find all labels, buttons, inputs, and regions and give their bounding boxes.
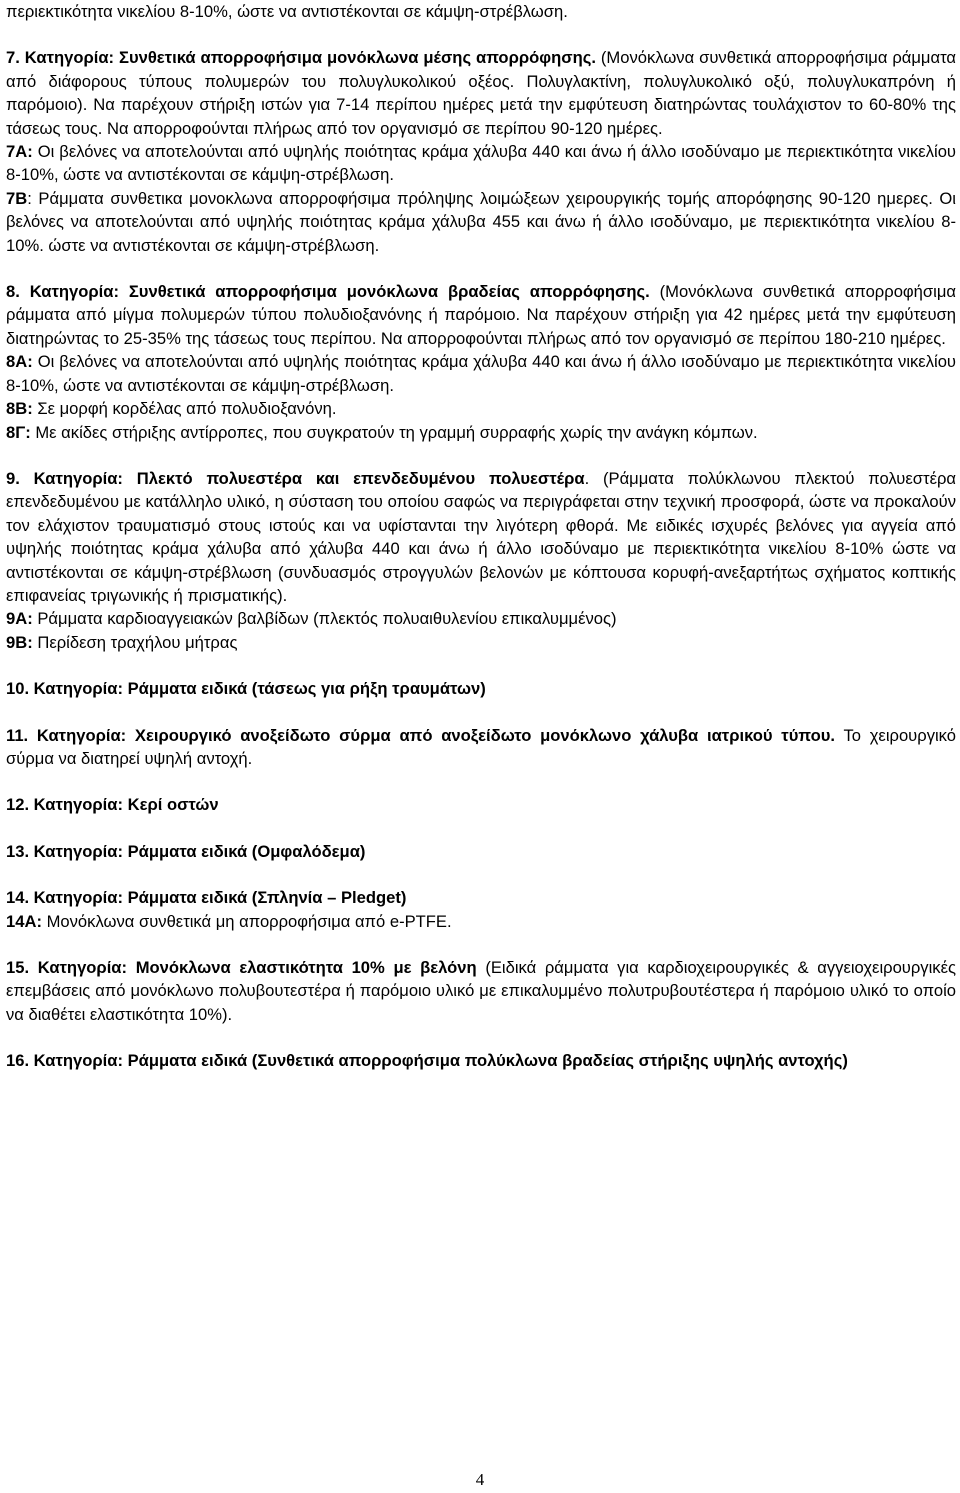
paragraph-text: Σε μορφή κορδέλας από πολυδιοξανόνη. <box>32 399 337 419</box>
paragraph-gap <box>6 654 956 677</box>
paragraph <box>6 1049 956 1072</box>
paragraph <box>6 793 956 816</box>
paragraph-text: Οι βελόνες να αποτελούνται από υψηλής ποιότητας κράμα χάλυβα 440 και άνω ή άλλο ισοδύναμο με περιεκτικότητα νικελίου 8-10%, ώστε να αντιστέκονται σε κάμψη-στρέβλωση. <box>6 352 956 395</box>
paragraph-heading: 11. Κατηγορία: Χειρουργικό ανοξείδωτο σύρμα από ανοξείδωτο μονόκλωνο χάλυβα ιατρικού τύπου. <box>6 725 836 745</box>
paragraph <box>6 397 956 420</box>
paragraph-text: Το χειρουργικό σύρμα να διατηρεί υψηλή αντοχή. <box>6 725 956 768</box>
paragraph-heading: 7Α: <box>6 142 33 162</box>
paragraph-heading: 7. Κατηγορία: Συνθετικά απορροφήσιμα μονόκλωνα μέσης απορρόφησης. <box>6 48 596 68</box>
paragraph-heading: 12. Κατηγορία: Κερί οστών <box>6 795 219 815</box>
paragraph-heading: 14Α: <box>6 911 42 931</box>
paragraph-heading: 8Α: <box>6 352 33 372</box>
paragraph-gap <box>6 444 956 467</box>
paragraph-text: Οι βελόνες να αποτελούνται από υψηλής ποιότητας κράμα χάλυβα 440 και άνω ή άλλο ισοδύναμο με περιεκτικότητα νικελίου 8-10%, ώστε να αντιστέκονται σε κάμψη-στρέβλωση. <box>6 142 956 185</box>
paragraph <box>6 956 956 1026</box>
paragraph <box>6 421 956 444</box>
paragraph-heading: 9Α: <box>6 609 33 629</box>
paragraph-heading: 16. Κατηγορία: Ράμματα ειδικά (Συνθετικά απορροφήσιμα πολύκλωνα βραδείας στήριξης υψηλής αντοχής) <box>6 1051 848 1071</box>
paragraph-gap <box>6 257 956 280</box>
paragraph-gap <box>6 1026 956 1049</box>
paragraph <box>6 467 956 607</box>
paragraph <box>6 886 956 909</box>
paragraph-gap <box>6 817 956 840</box>
paragraph-gap <box>6 23 956 46</box>
paragraph <box>6 187 956 257</box>
paragraph-heading: 7Β <box>6 188 28 208</box>
paragraph-text: Με ακίδες στήριξης αντίρροπες, που συγκρατούν τη γραμμή συρραφής χωρίς την ανάγκη κόμπων. <box>30 422 758 442</box>
paragraph <box>6 607 956 630</box>
paragraph-gap <box>6 701 956 724</box>
paragraph-heading: 10. Κατηγορία: Ράμματα ειδικά (τάσεως για ρήξη τραυμάτων) <box>6 679 486 699</box>
paragraph-text: Περίδεση τραχήλου μήτρας <box>32 632 238 652</box>
paragraph-heading: 15. Κατηγορία: Μονόκλωνα ελαστικότητα 10% με βελόνη <box>6 958 477 977</box>
paragraph-text: περιεκτικότητα νικελίου 8-10%, ώστε να αντιστέκονται σε κάμψη-στρέβλωση. <box>6 2 568 21</box>
paragraph <box>6 677 956 700</box>
paragraph-text: (Ειδικά ράμματα για καρδιοχειρουργικές & αγγειοχειρουργικές επεμβάσεις από μονόκλωνο πολυβουτεστέρα ή παρόμοιο υλικό με επικαλυμμένο πολυτρυβουτέστερα ή παρόμοιο υλικό το οποίο να διαθέτει ελαστικότητα 10%). <box>6 958 956 1024</box>
paragraph <box>6 910 956 933</box>
paragraph <box>6 350 956 397</box>
paragraph <box>6 0 956 23</box>
paragraph-heading: 8Γ: <box>6 422 31 442</box>
paragraph-gap <box>6 933 956 956</box>
paragraph-text: Ράμματα καρδιοαγγειακών βαλβίδων (πλεκτός πολυαιθυλενίου επικαλυμμένος) <box>32 609 617 629</box>
paragraph <box>6 140 956 187</box>
paragraph <box>6 280 956 350</box>
paragraph-heading: 8Β: <box>6 399 33 419</box>
paragraph <box>6 631 956 654</box>
paragraph <box>6 840 956 863</box>
paragraph-gap <box>6 770 956 793</box>
paragraph <box>6 46 956 140</box>
paragraph-text: . (Ράμματα πολύκλωνου πλεκτού πολυεστέρα επενδεδυμένου με κατάλληλο υλικό, η σύσταση του οποίου σαφώς να περιγράφεται στην τεχνική προσφορά, ώστε να προκαλούν τον ελάχιστον τραυματισμό στους ιστούς και να υφίστανται την λιγότερη φθορά. Με ειδικές ισχυρές βελόνες για αγγεία από υψηλής ποιότητας κράμα χάλυβα από χάλυβα 440 και άνω ή άλλο ισοδύναμο με περιεκτικότητα νικελίου 8-10% ώστε να αντιστέκονται σε κάμψη-στρέβλωση (συνδυασμός στρογγυλών βελονών με κόπτουσα κορυφή-ανεξαρτήτως σχήματος κοπτικής επιφανείας τριγωνικής ή πρισματικής). <box>6 468 956 605</box>
paragraph-heading: 13. Κατηγορία: Ράμματα ειδικά (Ομφαλόδεμα) <box>6 841 366 861</box>
paragraph <box>6 724 956 771</box>
paragraph-gap <box>6 863 956 886</box>
paragraph-heading: 8. Κατηγορία: Συνθετικά απορροφήσιμα μονόκλωνα βραδείας απορρόφησης. <box>6 282 650 302</box>
paragraph-heading: 9. Κατηγορία: Πλεκτό πολυεστέρα και επενδεδυμένου πολυεστέρα <box>6 468 585 488</box>
paragraph-heading: 14. Κατηγορία: Ράμματα ειδικά (Σπληνία – Pledget) <box>6 888 407 908</box>
paragraph-text: Μονόκλωνα συνθετικά μη απορροφήσιμα από e-PTFE. <box>41 911 452 931</box>
paragraph-text: (Μονόκλωνα συνθετικά απορροφήσιμα ράμματα από μίγμα πολυμερών τύπου πολυδιοξανόνης ή παρόμοιο. Να παρέχουν στήριξη για 42 ημέρες μετά την εμφύτευση διατηρώντας το 25-35% της τάσεως τους περίπου. Να απορροφούνται πλήρως από τον οργανισμό σε περίπου 180-210 ημέρες. <box>6 282 956 348</box>
paragraph-text: (Μονόκλωνα συνθετικά απορροφήσιμα ράμματα από διάφορους τύπους πολυμερών του πολυγλυκολικού οξέος. Πολυγλακτίνη, πολυγλυκολικό οξύ, πολυγλυκαπρόνη ή παρόμοιο). Να παρέχουν στήριξη ιστών για 7-14 περίπου ημέρες μετά την εμφύτευση διατηρώντας τουλάχιστον το 60-80% της τάσεως τους. Να απορροφούνται πλήρως από τον οργανισμό σε περίπου 90-120 ημέρες. <box>6 48 957 138</box>
paragraph-text: : Ράμματα συνθετικα μονοκλωνα απορροφήσιμα πρόληψης λοιμώξεων χειρουργικής τομής απορόφησης 90-120 ημερες. Οι βελόνες να αποτελούνται από υψηλής ποιότητας κράμα χάλυβα 455 και άνω ή άλλο ισοδύναμο, με περιεκτικότητα νικελίου 8-10%. ώστε να αντιστέκονται σε κάμψη-στρέβλωση. <box>6 188 956 255</box>
paragraph-heading: 9Β: <box>6 632 33 652</box>
page-number: 4 <box>475 1470 485 1489</box>
document-body <box>6 0 956 1073</box>
